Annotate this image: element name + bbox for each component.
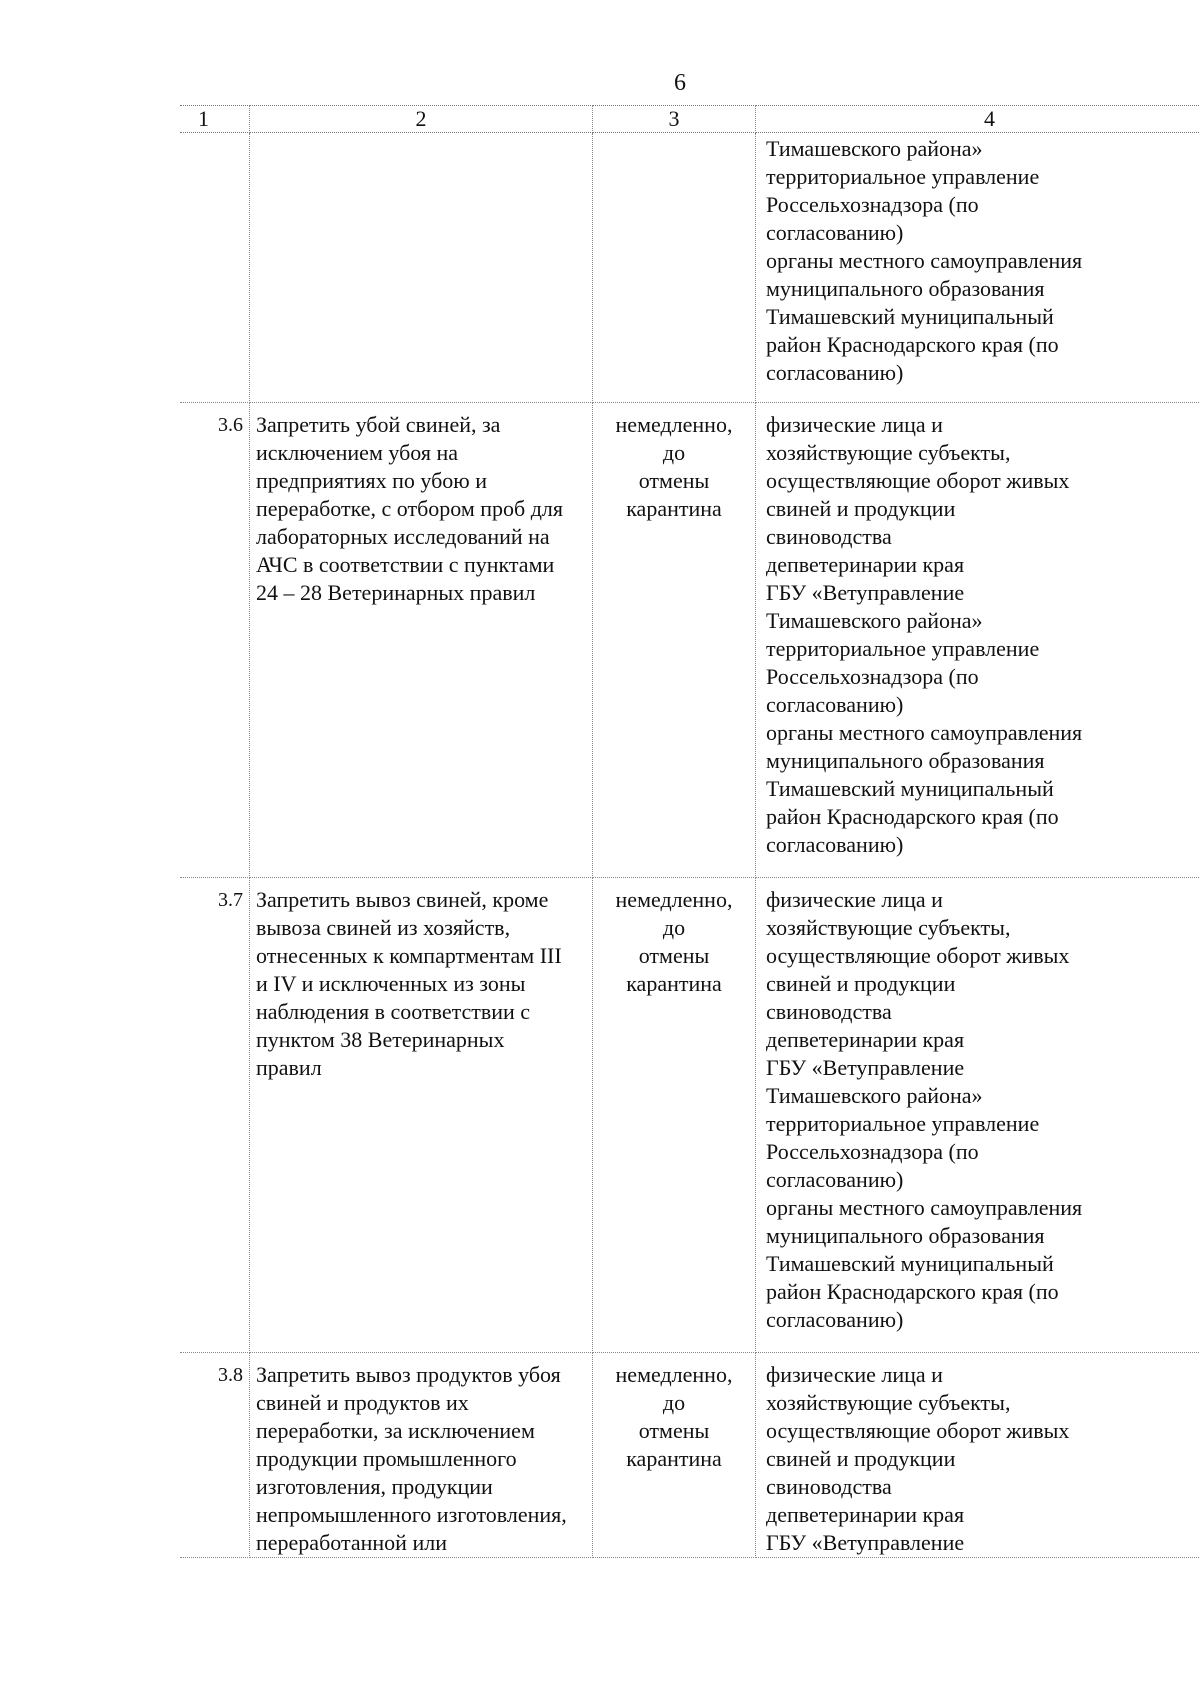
row-number: 3.6 [218, 414, 243, 436]
deadline-text: немедленно, до отмены карантина [615, 1362, 733, 1471]
measure-text: Запретить убой свиней, за исключением убоя на предприятиях по убою и переработке, с отбором проб для лабораторных исследований на АЧС в соответствии с пунктами 24 – 28 Ветеринарных правил [256, 412, 564, 605]
row-number-cell [180, 133, 250, 403]
deadline-text: немедленно, до отмены карантина [615, 412, 733, 521]
measure-text: Запретить вывоз свиней, кроме вывоза свиней из хозяйств, отнесенных к компартментам III и IV и исключенных из зоны наблюдения в соответствии с пунктом 38 Ветеринарных правил [256, 887, 562, 1080]
row-number-cell [180, 1353, 250, 1558]
deadline-cell [593, 878, 756, 1353]
table-row [180, 1353, 1200, 1558]
row-number [186, 133, 243, 141]
measure-text: Запретить вывоз продуктов убоя свиней и продуктов их переработки, за исключением продукции промышленного изготовления, продукции непромышленного изготовления, переработанной или [256, 1362, 567, 1555]
responsible-text: Тимашевского района» территориальное управление Россельхознадзора (по согласованию) органы местного самоуправления муниципального образования Тимашевский муниципальный район Краснодарского края (по согласованию) [766, 136, 1083, 385]
measure-cell [250, 878, 593, 1353]
table-row [180, 403, 1200, 878]
deadline-cell [593, 1353, 756, 1558]
row-number-cell [180, 403, 250, 878]
table-row [180, 133, 1200, 403]
row-number-cell [180, 878, 250, 1353]
responsible-text: физические лица и хозяйствующие субъекты, осуществляющие оборот живых свиней и продукции свиноводства депветеринарии края ГБУ «Ветуправление [766, 1362, 1070, 1555]
deadline-text [599, 133, 749, 141]
deadline-text: немедленно, до отмены карантина [615, 887, 733, 996]
responsible-cell [756, 403, 1200, 878]
measures-table [180, 105, 1200, 1558]
table-row [180, 878, 1200, 1353]
measure-cell [250, 133, 593, 403]
responsible-cell [756, 133, 1200, 403]
deadline-cell [593, 133, 756, 403]
row-number: 3.8 [218, 1364, 243, 1386]
responsible-text: физические лица и хозяйствующие субъекты, осуществляющие оборот живых свиней и продукции свиноводства депветеринарии края ГБУ «Ветуправление Тимашевского района» территориальное управление Россельхознадзора (по согласованию) органы местного самоуправления муниципального образования Тимашевский муниципальный район Краснодарского края (по согласованию) [766, 887, 1083, 1332]
responsible-cell [756, 1353, 1200, 1558]
deadline-cell [593, 403, 756, 878]
table-header-row [180, 106, 1200, 133]
measure-cell [250, 403, 593, 878]
measure-text [256, 133, 586, 141]
responsible-text: физические лица и хозяйствующие субъекты, осуществляющие оборот живых свиней и продукции свиноводства депветеринарии края ГБУ «Ветуправление Тимашевского района» территориальное управление Россельхознадзора (по согласованию) органы местного самоуправления муниципального образования Тимашевский муниципальный район Краснодарского края (по согласованию) [766, 412, 1083, 857]
column-header-3: 3 [593, 106, 756, 133]
measure-cell [250, 1353, 593, 1558]
responsible-cell [756, 878, 1200, 1353]
page-number: 6 [674, 70, 686, 96]
column-header-4: 4 [756, 106, 1200, 133]
column-header-1: 1 [180, 106, 250, 133]
row-number: 3.7 [218, 889, 243, 911]
column-header-2: 2 [250, 106, 593, 133]
